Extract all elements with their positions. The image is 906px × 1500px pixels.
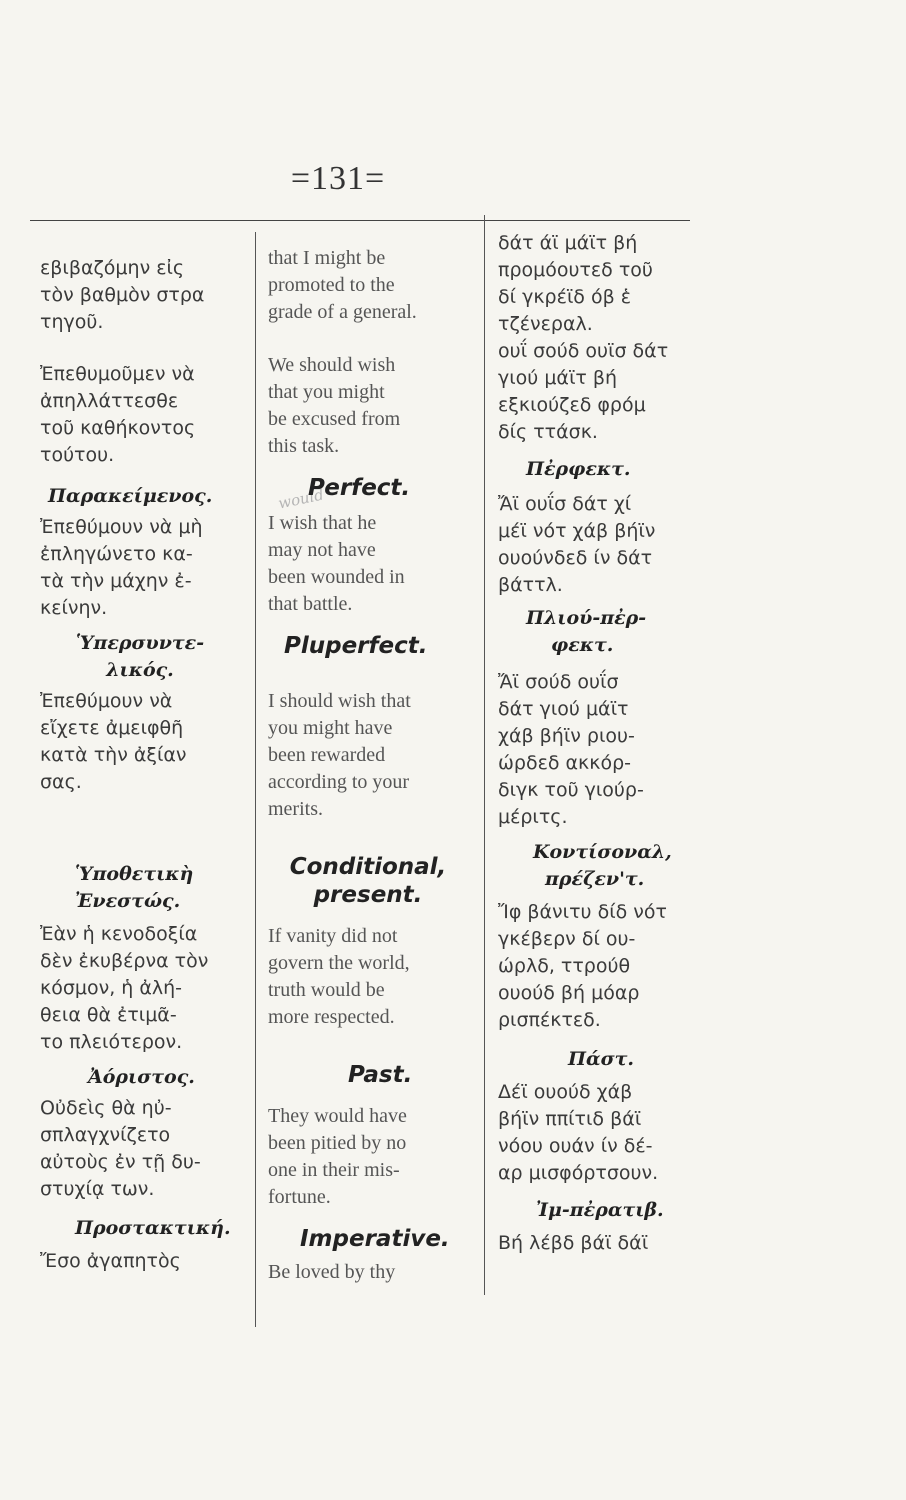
text-line: Ἐπεθυμοῦμεν νὰ: [40, 363, 195, 385]
text-line: βήϊν ππίτιδ βάϊ: [498, 1108, 642, 1130]
text-line: ώρδεδ ακκόρ-: [498, 752, 631, 774]
english-heading-conditional: [268, 853, 468, 909]
heading-line: Conditional,: [289, 854, 447, 880]
text-line: I wish that he: [268, 512, 377, 534]
english-heading-perfect: Perfect.: [308, 475, 411, 501]
text-line: They would have: [268, 1105, 407, 1127]
text-line: προμόουτεδ τοῦ: [498, 259, 653, 281]
text-line: διγκ τοῦ γιούρ-: [498, 779, 644, 801]
header-rule: [30, 220, 690, 221]
text-line: στυχίᾳ των.: [40, 1178, 155, 1200]
text-line: Οὐδεὶς θὰ ηὐ-: [40, 1097, 172, 1119]
greek-heading-imperative: Προστακτική.: [75, 1217, 231, 1239]
text-line: κατὰ τὴν ἀξίαν: [40, 744, 187, 766]
text-line: govern the world,: [268, 952, 410, 974]
text-line: Ἴφ βάνιτυ δίδ νότ: [498, 901, 667, 923]
greek-block-2: [40, 361, 240, 469]
translit-block-4: [498, 669, 713, 831]
text-line: χάβ βήϊν ριου-: [498, 725, 635, 747]
translit-block-3: [498, 491, 713, 599]
english-heading-imperative: Imperative.: [300, 1226, 450, 1252]
text-line: Ἄϊ ουΐσ δάτ χί: [498, 493, 632, 515]
text-line: μέριτς.: [498, 806, 568, 828]
translit-block-2: [498, 338, 713, 446]
text-line: νόου ουάν ίν δέ-: [498, 1135, 653, 1157]
greek-heading-pluperfect: [40, 630, 240, 684]
text-line: be excused from: [268, 408, 401, 430]
text-line: Ἐὰν ἡ κενοδοξία: [40, 923, 198, 945]
english-block-1: [268, 245, 468, 326]
text-line: το πλειότερον.: [40, 1031, 183, 1053]
text-line: δὲν ἐκυβέρνα τὸν: [40, 950, 209, 972]
translit-block-6: [498, 1079, 713, 1187]
text-line: τζένεραλ.: [498, 313, 593, 335]
text-line: σας.: [40, 771, 82, 793]
text-line: ώρλδ, ττρούθ: [498, 955, 631, 977]
text-line: one in their mis-: [268, 1159, 400, 1181]
text-line: according to your: [268, 771, 410, 793]
greek-column: [40, 240, 240, 1275]
heading-line: πρέζεν'τ.: [545, 868, 645, 890]
text-line: this task.: [268, 435, 340, 457]
text-line: δίς ττάσκ.: [498, 421, 598, 443]
greek-block-7: [40, 1248, 240, 1275]
text-line: that battle.: [268, 593, 353, 615]
text-line: ουούδ βή μόαρ: [498, 982, 640, 1004]
column-divider-left: [255, 232, 256, 1327]
text-line: Ἐπεθύμουν νὰ: [40, 690, 173, 712]
page-number: =131=: [290, 160, 386, 197]
text-line: αὐτοὺς ἐν τῇ δυ-: [40, 1151, 201, 1173]
column-divider-right: [484, 215, 485, 1295]
text-line: ουούνδεδ ίν δάτ: [498, 547, 653, 569]
english-block-5: [268, 923, 468, 1031]
text-line: ἐπληγώνετο κα-: [40, 543, 193, 565]
text-line: you might have: [268, 717, 393, 739]
text-line: τὰ τὴν μάχην ἐ-: [40, 570, 192, 592]
text-line: fortune.: [268, 1186, 331, 1208]
greek-block-1: [40, 255, 240, 336]
greek-heading-perfect: Παρακείμενος.: [48, 485, 213, 507]
text-line: αρ μισφόρτσουν.: [498, 1162, 659, 1184]
text-line: grade of a general.: [268, 301, 417, 323]
english-block-7: [268, 1259, 468, 1286]
english-heading-past: Past.: [348, 1062, 413, 1088]
translit-block-7: [498, 1230, 713, 1257]
text-line: Ἐπεθύμουν νὰ μὴ: [40, 516, 203, 538]
text-line: If vanity did not: [268, 925, 398, 947]
text-line: εἴχετε ἀμειφθῆ: [40, 717, 184, 739]
text-line: τὸν βαθμὸν στρα: [40, 284, 205, 306]
text-line: I should wish that: [268, 690, 411, 712]
text-line: Βή λέβδ βάϊ δάϊ: [498, 1232, 649, 1254]
text-line: promoted to the: [268, 274, 395, 296]
greek-block-3: [40, 514, 240, 622]
english-heading-pluperfect: Pluperfect.: [284, 633, 428, 659]
text-line: κείνην.: [40, 597, 108, 619]
text-line: ρισπέκτεδ.: [498, 1009, 601, 1031]
handwritten-annotation: would: [276, 485, 326, 513]
text-line: κόσμον, ἡ ἀλή-: [40, 977, 183, 999]
text-line: ουΐ σούδ ουϊσ δάτ: [498, 340, 669, 362]
text-line: been rewarded: [268, 744, 386, 766]
text-line: that you might: [268, 381, 385, 403]
heading-line: Ἐνεστώς.: [75, 890, 181, 912]
translit-heading-pluperfect: [498, 605, 713, 659]
text-line: δί γκρέϊδ όβ ἑ: [498, 286, 632, 308]
text-line: τηγοῦ.: [40, 311, 104, 333]
translit-block-5: [498, 899, 713, 1034]
greek-heading-conditional: [40, 861, 240, 915]
text-line: δάτ άϊ μάϊτ βή: [498, 232, 638, 254]
text-line: μέϊ νότ χάβ βήϊν: [498, 520, 656, 542]
heading-line: φεκτ.: [551, 634, 614, 656]
translit-block-1: [498, 230, 713, 338]
english-column: [268, 240, 468, 1286]
translit-heading-conditional: [498, 839, 713, 893]
text-line: θεια θὰ ἐτιμᾶ-: [40, 1004, 177, 1026]
greek-block-4: [40, 688, 240, 796]
text-line: τούτου.: [40, 444, 115, 466]
text-line: σπλαγχνίζετο: [40, 1124, 171, 1146]
text-line: ἀπηλλάττεσθε: [40, 390, 179, 412]
text-line: Ἄϊ σούδ ουΐσ: [498, 671, 619, 693]
translit-heading-perfect: Πἐρφεκτ.: [526, 458, 631, 480]
text-line: εβιβαζόμην εἰς: [40, 257, 185, 279]
heading-line: Κοντίσοναλ,: [533, 841, 672, 863]
greek-heading-past: Ἀόριστος.: [88, 1066, 195, 1088]
greek-block-5: [40, 921, 240, 1056]
text-line: been wounded in: [268, 566, 405, 588]
translit-heading-past: Πάστ.: [568, 1048, 634, 1070]
heading-line: Ὑποθετικὴ: [75, 863, 194, 885]
heading-line: λικός.: [106, 659, 174, 681]
text-line: may not have: [268, 539, 376, 561]
heading-line: Πλιού-πἐρ-: [526, 607, 647, 629]
text-line: more respected.: [268, 1006, 395, 1028]
text-line: truth would be: [268, 979, 385, 1001]
text-line: τοῦ καθήκοντος: [40, 417, 196, 439]
english-block-2: [268, 352, 468, 460]
english-block-6: [268, 1103, 468, 1211]
greek-block-6: [40, 1095, 240, 1203]
text-line: Ἔσο ἀγαπητὸς: [40, 1250, 181, 1272]
text-line: εξκιούζεδ φρόμ: [498, 394, 646, 416]
text-line: merits.: [268, 798, 323, 820]
text-line: We should wish: [268, 354, 396, 376]
text-line: been pitied by no: [268, 1132, 407, 1154]
text-line: that I might be: [268, 247, 386, 269]
transliteration-column: [498, 232, 713, 1257]
text-line: Be loved by thy: [268, 1261, 396, 1283]
text-line: Δέϊ ουούδ χάβ: [498, 1081, 633, 1103]
text-line: δάτ γιού μάϊτ: [498, 698, 629, 720]
heading-line: Ὑπερσυντε-: [75, 632, 205, 654]
heading-line: present.: [313, 882, 423, 908]
text-line: βάττλ.: [498, 574, 563, 596]
text-line: γκέβερν δί ου-: [498, 928, 636, 950]
english-block-3: [268, 510, 468, 618]
translit-heading-imperative: Ἰμ-πἐρατιβ.: [536, 1199, 664, 1221]
english-block-4: [268, 688, 468, 823]
text-line: γιού μάϊτ βή: [498, 367, 618, 389]
